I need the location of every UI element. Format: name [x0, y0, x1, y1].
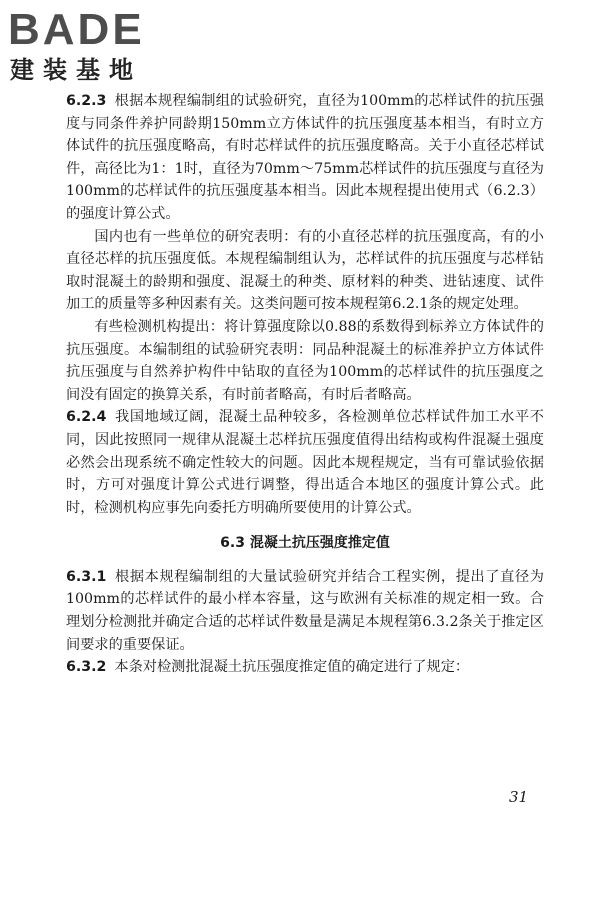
clause-text: 根据本规程编制组的大量试验研究并结合工程实例，提出了直径为100mm的芯样试件的最小样本容量，这与欧洲有关标准的规定相一致。合理划分检测批并确定合适的芯样试件数量是满足本规程第6.3.2条关于推定区间要求的重要保证。 [66, 568, 544, 653]
clause-number: 6.3.1 [66, 568, 107, 585]
clause-6-3-2 [66, 656, 544, 679]
paragraph [66, 226, 544, 316]
clause-text: 我国地域辽阔，混凝土品种较多，各检测单位芯样试件加工水平不同，因此按照同一规律从混凝土芯样抗压强度值得出结构或构件混凝土强度必然会出现系统不确定性较大的问题。因此本规程规定，当有可靠试验依据时，方可对强度计算公式进行调整，得出适合本地区的强度计算公式。此时，检测机构应事先向委托方明确所要使用的计算公式。 [66, 409, 544, 516]
logo-subtitle: 建装基地 [10, 56, 142, 84]
clause-text: 根据本规程编制组的试验研究，直径为100mm的芯样试件的抗压强度与同条件养护同龄期150mm立方体试件的抗压强度基本相当，有时立方体试件的抗压强度略高，有时芯样试件的抗压强度略高。关于小直径芯样试件，高径比为1：1时，直径为70mm～75mm芯样试件的抗压强度与直径为100mm的芯样试件的抗压强度基本相当。因此本规程提出使用式（6.2.3）的强度计算公式。 [66, 93, 544, 222]
section-title: 6.3 混凝土抗压强度推定值 [220, 535, 390, 552]
clause-6-2-4 [66, 406, 544, 519]
clause-6-2-3 [66, 90, 544, 226]
clause-6-3-1 [66, 566, 544, 656]
document-body [66, 90, 544, 679]
clause-text: 本条对检测批混凝土抗压强度推定值的确定进行了规定： [114, 659, 470, 676]
clause-number: 6.2.3 [66, 93, 107, 109]
paragraph [66, 316, 544, 406]
logo-brand: BADE [8, 5, 145, 54]
paragraph-text: 有些检测机构提出：将计算强度除以0.88的系数得到标养立方体试件的抗压强度。本编制组的试验研究表明：同品种混凝土的标准养护立方体试件抗压强度与自然养护构件中钻取的直径为100mm的芯样试件的抗压强度之间没有固定的换算关系，有时前者略高，有时后者略高。 [66, 318, 544, 403]
logo [8, 6, 178, 88]
page-number: 31 [509, 788, 529, 806]
paragraph-text: 国内也有一些单位的研究表明：有的小直径芯样的抗压强度高，有的小直径芯样的抗压强度低。本规程编制组认为，芯样试件的抗压强度与芯样钻取时混凝土的龄期和强度、混凝土的种类、原材料的种类、进钻速度、试件加工的质量等多种因素有关。这类问题可按本规程第6.2.1条的规定处理。 [66, 228, 544, 313]
clause-number: 6.2.4 [66, 409, 107, 426]
clause-number: 6.3.2 [66, 659, 107, 676]
